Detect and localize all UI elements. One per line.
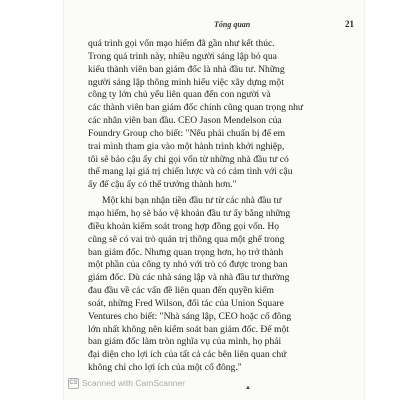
text-line: các thành viên ban giám đốc chính cũng quan trọng như: [88, 102, 304, 114]
text-line: Trong quá trình này, nhiều người sáng lập bỏ qua: [88, 50, 277, 62]
text-line: các nhân viên ban đầu. CEO Jason Mendelson của: [88, 115, 282, 127]
page-number: 21: [345, 19, 354, 29]
camscanner-watermark: [68, 376, 185, 390]
paragraph: [88, 195, 342, 375]
text-line: Ventures cho biết: "Nhà sáng lập, CEO hoặc cổ đông: [88, 310, 292, 322]
text-line: đại diện cho lợi ích của tất cả các bên liên quan chứ: [88, 349, 287, 361]
book-page: [64, 0, 364, 400]
text-line: trai mình tham gia vào một hành trình khởi nghiệp,: [88, 140, 285, 152]
text-line: không chỉ cho lợi ích của một cổ đông.": [88, 362, 242, 374]
text-line: một phần của công ty nhỏ với trò có được trong ban: [88, 259, 288, 271]
page-header: [64, 20, 354, 34]
text-line: Một khi bạn nhận tiền đầu tư từ các nhà đầu tư: [102, 195, 282, 207]
end-marker-icon: ▲: [245, 385, 251, 391]
text-line: Foundry Group cho biết: "Nếu phải chuẩn bị để em: [88, 127, 286, 139]
paragraph: [88, 38, 342, 192]
text-line: công ty lớn chủ yếu liên quan đến con người và: [88, 89, 271, 101]
text-line: mạo hiểm, họ sẽ bảo vệ khoản đầu tư ấy bằng những: [88, 207, 291, 219]
text-line: giám đốc. Dù các nhà sáng lập và nhà đầu tư thường: [88, 272, 290, 284]
text-line: cũng sẽ có vai trò quản trị thông qua một ghế trong: [88, 233, 285, 245]
text-line: tôi sẽ bảo cậu ấy chỉ gọi vốn từ những nhà đầu tư có: [88, 153, 289, 165]
page-body: [88, 38, 342, 375]
camscanner-logo-icon: CS: [68, 378, 79, 389]
text-line: kiểu thành viên ban giám đốc là nhà đầu tư. Những: [88, 63, 285, 75]
text-line: soát, những Fred Wilson, đối tác của Union Square: [88, 297, 284, 309]
text-line: ban giám đốc làm tròn nghĩa vụ của mình, họ phải: [88, 336, 282, 348]
text-line: người sáng lập thông minh hiểu việc xây dựng một: [88, 76, 284, 88]
watermark-label: Scanned with CamScanner: [82, 378, 186, 388]
text-line: điều khoản kiểm soát trong hợp đồng gọi vốn. Họ: [88, 220, 280, 232]
text-line: lớn nhất không nên kiểm soát ban giám đốc. Để một: [88, 323, 289, 335]
text-line: ấy để cậu ấy có thể trưởng thành hơn.": [88, 179, 237, 191]
text-line: ban giám đốc. Nhưng quan trọng hơn, họ trở thành: [88, 246, 284, 258]
running-head: Tổng quan: [214, 20, 251, 29]
text-line: đau đầu về các vấn đề liên quan đến quyền kiểm: [88, 285, 274, 297]
text-line: quá trình gọi vốn mạo hiểm đã gần như kết thúc.: [88, 38, 275, 49]
text-line: thể mang lại giá trị chiến lược và có cảm tình với cậu: [88, 166, 293, 178]
